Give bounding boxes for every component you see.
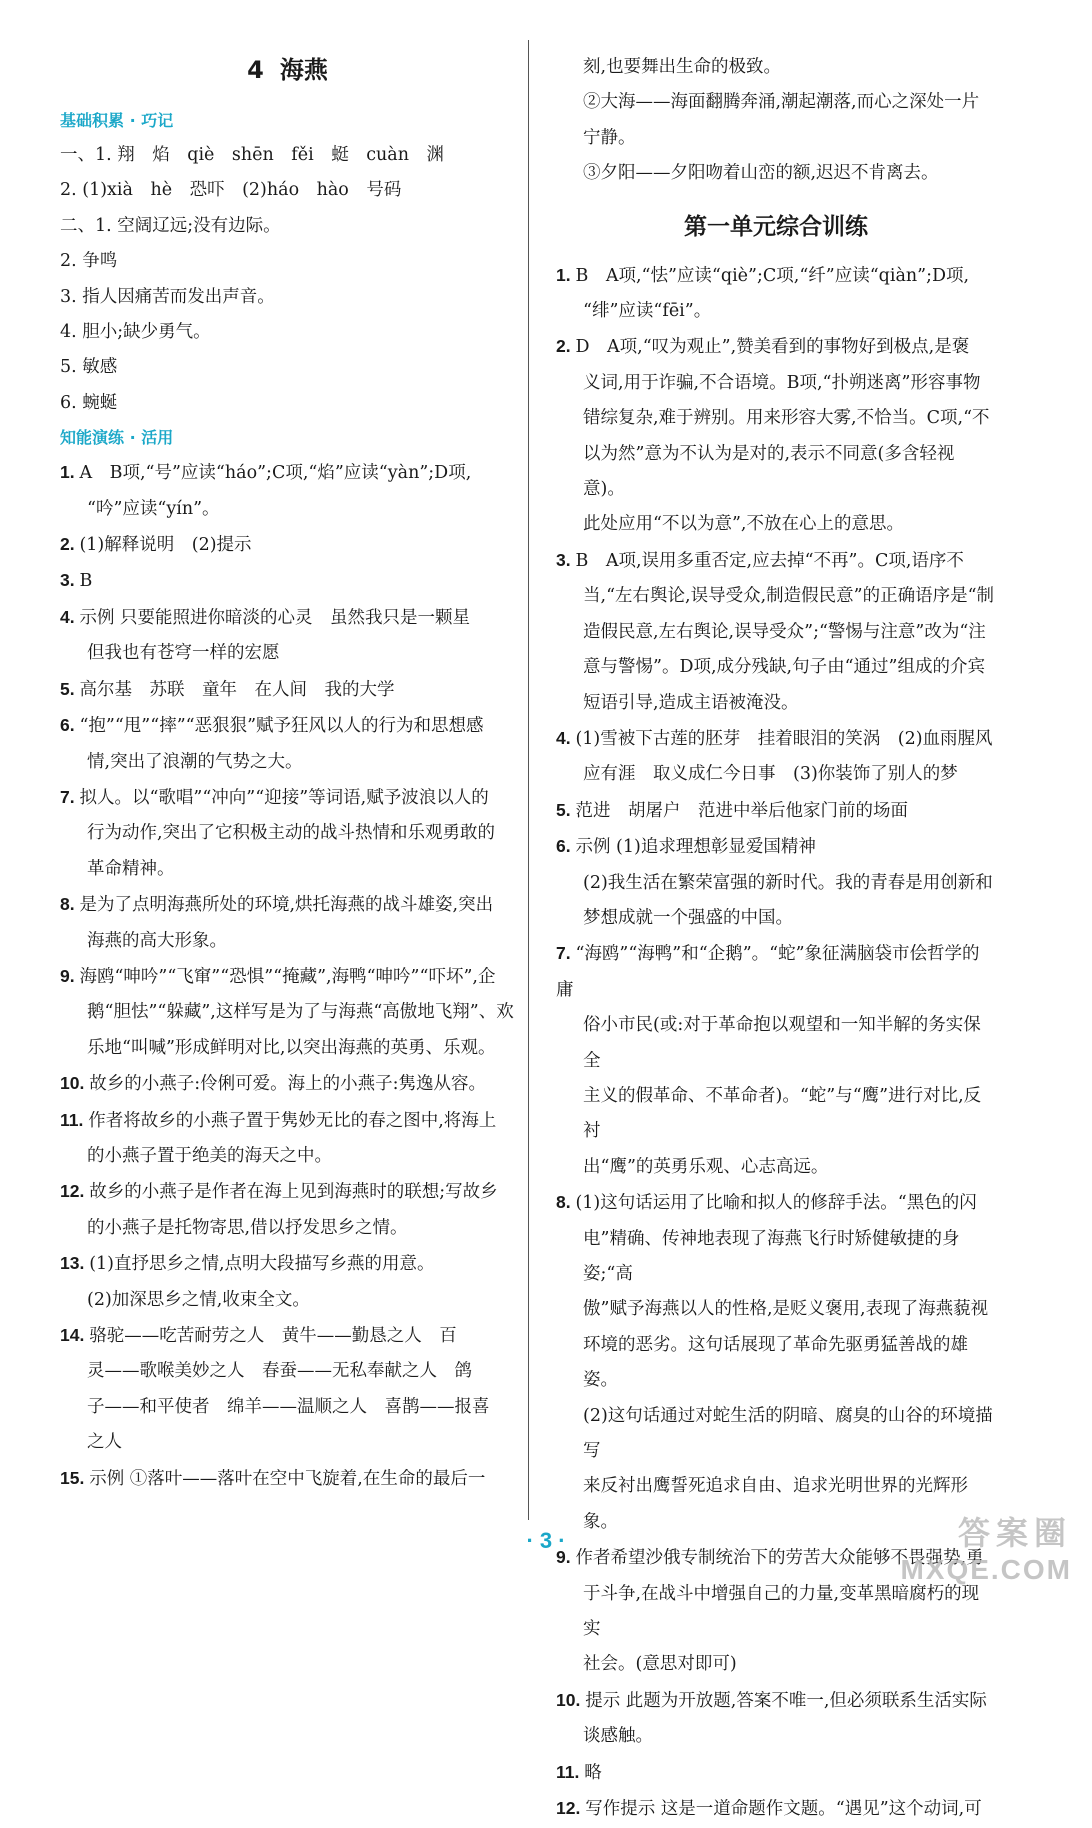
- item-text: 海燕的高大形象。: [87, 930, 227, 951]
- basic-answer-list: [60, 138, 515, 421]
- answer-line: [556, 757, 996, 792]
- left-column: [60, 48, 515, 1497]
- answer-line: 6. 蜿蜒: [60, 392, 118, 413]
- answer-item: [60, 1174, 515, 1246]
- item-number: 7.: [60, 786, 80, 807]
- answer-item: [60, 1318, 515, 1461]
- item-text: D A项,“叹为观止”,赞美看到的事物好到极点,是褒: [575, 337, 970, 358]
- item-text: 但我也有苍穹一样的宏愿: [87, 643, 280, 664]
- answer-item: [556, 1185, 996, 1540]
- answer-line: [556, 294, 996, 329]
- answer-item: [60, 563, 515, 599]
- item-text: B: [79, 571, 93, 592]
- answer-line: [556, 793, 996, 829]
- item-text: 范进 胡屠户 范进中举后他家门前的场面: [575, 800, 908, 821]
- item-text: 短语引导,造成主语被淹没。: [583, 692, 799, 713]
- answer-item: [60, 600, 515, 672]
- answer-item: [60, 887, 515, 959]
- item-number: 12.: [60, 1181, 90, 1202]
- answer-item: [60, 708, 515, 780]
- answer-line: ③夕阳——夕阳吻着山峦的额,迟迟不肯离去。: [583, 163, 939, 184]
- answer-line: [556, 258, 996, 294]
- answer-item: [60, 1103, 515, 1175]
- answer-line: [60, 1139, 515, 1174]
- item-number: 10.: [556, 1689, 586, 1710]
- answer-line: [556, 1008, 996, 1079]
- answer-item: [556, 1755, 996, 1791]
- answer-line: [60, 959, 515, 995]
- answer-line: [60, 1174, 515, 1210]
- item-text: A B项,“号”应读“háo”;C项,“焰”应读“yàn”;D项,: [79, 463, 472, 484]
- item-number: 6.: [60, 715, 80, 736]
- item-text: 的小燕子是托物寄思,借以抒发思乡之情。: [87, 1217, 408, 1238]
- item-text: 故乡的小燕子是作者在海上见到海燕时的联想;写故乡: [89, 1182, 498, 1203]
- section-basic-heading: 基础积累 · 巧记: [60, 111, 174, 130]
- item-text: 示例 ①落叶——落叶在空中飞旋着,在生命的最后一: [89, 1468, 486, 1489]
- answer-line: [556, 1399, 996, 1470]
- item-text: 拟人。以“歌唱”“冲向”“迎接”等词语,赋予波浪以人的: [79, 787, 489, 808]
- watermark: [900, 1508, 1072, 1586]
- item-number: 3.: [556, 549, 576, 570]
- item-text: 电”精确、传神地表现了海燕飞行时矫健敏捷的身姿;“高: [583, 1228, 960, 1284]
- item-text: (1)解释说明 (2)提示: [79, 535, 252, 556]
- unit-title: 第一单元综合训练: [684, 213, 868, 240]
- item-text: (1)直抒思乡之情,点明大段描写乡燕的用意。: [89, 1254, 435, 1275]
- answer-line: [60, 527, 515, 563]
- answer-line: [556, 1791, 996, 1827]
- item-number: 6.: [556, 836, 576, 857]
- item-text: B A项,“怯”应读“qiè”;C项,“纤”应读“qiàn”;D项,: [575, 265, 970, 286]
- answer-line: [60, 852, 515, 887]
- answer-line: [556, 1185, 996, 1221]
- answer-line: [60, 995, 515, 1030]
- answer-line: [60, 1211, 515, 1246]
- item-text: 高尔基 苏联 童年 在人间 我的大学: [79, 679, 395, 700]
- answer-line: [556, 829, 996, 865]
- item-text: 革命精神。: [87, 858, 175, 879]
- unit-answer-list: [556, 258, 996, 1828]
- item-text: 出“鹰”的英勇乐观、心志高远。: [583, 1156, 829, 1177]
- item-text: 写作提示 这是一道命题作文题。“遇见”这个动词,可: [585, 1799, 982, 1820]
- item-text: 是为了点明海燕所处的环境,烘托海燕的战斗雄姿,突出: [79, 895, 494, 916]
- section-skill-heading: 知能演练 · 活用: [60, 428, 174, 448]
- answer-line: [60, 708, 515, 744]
- item-text: “海鸥”“海鸭”和“企鹅”。“蛇”象征满脑袋市侩哲学的庸: [556, 944, 980, 1000]
- answer-line: [60, 636, 515, 671]
- item-text: 行为动作,突出了它积极主动的战斗热情和乐观勇敢的: [87, 823, 496, 844]
- item-number: 3.: [60, 570, 80, 591]
- answer-line: [60, 1390, 515, 1425]
- answer-line: 2. 争鸣: [60, 251, 118, 272]
- item-number: 15.: [60, 1467, 90, 1488]
- item-number: 10.: [60, 1073, 90, 1094]
- item-number: 5.: [556, 799, 576, 820]
- item-number: 1.: [60, 462, 80, 483]
- answer-line: 2. (1)xià hè 恐吓 (2)háo hào 号码: [60, 180, 402, 201]
- item-text: (2)这句话通过对蛇生活的阴暗、腐臭的山谷的环境描写: [583, 1405, 993, 1462]
- answer-line: [60, 924, 515, 959]
- item-text: “抱”“甩”“摔”“恶狠狠”赋予狂风以人的行为和思想感: [79, 716, 484, 737]
- item-text: 提示 此题为开放题,答案不唯一,但必须联系生活实际: [585, 1690, 987, 1711]
- answer-item: [60, 527, 515, 563]
- answer-line: [60, 1103, 515, 1139]
- item-text: 傲”赋予海燕以人的性格,是贬义褒用,表现了海燕藐视: [583, 1299, 989, 1320]
- item-number: 9.: [60, 965, 80, 986]
- answer-item: [556, 829, 996, 936]
- item-text: 错综复杂,难于辨别。用来形容大雾,不恰当。C项,“不: [583, 408, 990, 429]
- lesson-number: 4: [247, 56, 264, 84]
- answer-item: [556, 258, 996, 330]
- answer-item: [556, 329, 996, 542]
- answer-line: [556, 1647, 996, 1682]
- answer-line: [60, 745, 515, 780]
- answer-line: [60, 780, 515, 816]
- answer-line: [556, 1755, 996, 1791]
- continuation-lines: [556, 50, 996, 192]
- item-text: 作者希望沙俄专制统治下的劳苦大众能够不畏强势,勇: [575, 1548, 984, 1569]
- item-number: 12.: [556, 1798, 586, 1819]
- answer-line: [556, 866, 996, 901]
- item-text: 意与警惕”。D项,成分残缺,句子由“通过”组成的介宾: [583, 657, 985, 678]
- answer-line: [556, 1577, 996, 1648]
- item-text: 乐地“叫喊”形成鲜明对比,以突出海燕的英勇、乐观。: [87, 1037, 496, 1058]
- answer-line: [60, 455, 515, 491]
- lesson-title: [60, 48, 515, 92]
- answer-line: [60, 600, 515, 636]
- page-number: · 3 ·: [526, 1528, 566, 1553]
- item-number: 5.: [60, 678, 80, 699]
- answer-line: 一、1. 翔 焰 qiè shēn fěi 蜓 cuàn 渊: [60, 145, 444, 165]
- answer-item: [60, 1066, 515, 1102]
- answer-line: [60, 672, 515, 708]
- item-number: 4.: [556, 727, 576, 748]
- answer-item: [60, 672, 515, 708]
- answer-item: [60, 959, 515, 1066]
- answer-item: [556, 721, 996, 793]
- answer-line: [556, 721, 996, 757]
- item-number: 1.: [556, 264, 576, 285]
- answer-line: [556, 1150, 996, 1185]
- item-number: 13.: [60, 1253, 90, 1274]
- answer-line: [60, 1066, 515, 1102]
- answer-item: [556, 1791, 996, 1827]
- item-number: 4.: [60, 606, 80, 627]
- item-number: 2.: [60, 534, 80, 555]
- answer-line: 5. 敏感: [60, 357, 118, 378]
- item-text: 骆驼——吃苦耐劳之人 黄牛——勤恳之人 百: [89, 1326, 457, 1346]
- answer-line: [556, 936, 996, 1008]
- item-text: 略: [584, 1762, 602, 1783]
- item-text: 的小燕子置于绝美的海天之中。: [87, 1145, 332, 1166]
- item-text: 此处应用“不以为意”,不放在心上的意思。: [583, 514, 904, 535]
- answer-line: [556, 507, 996, 542]
- answer-line: [556, 437, 996, 508]
- item-number: 8.: [556, 1192, 576, 1213]
- item-text: 作者将故乡的小燕子置于隽妙无比的春之图中,将海上: [88, 1110, 497, 1131]
- item-text: (1)雪被下古莲的胚芽 挂着眼泪的笑涡 (2)血雨腥风: [575, 728, 993, 749]
- answer-line: [60, 1246, 515, 1282]
- item-text: 谈感触。: [583, 1726, 653, 1747]
- item-number: 7.: [556, 943, 576, 964]
- item-text: (2)我生活在繁荣富强的新时代。我的青春是用创新和: [583, 872, 993, 893]
- item-text: 造假民意,左右舆论,误导受众”;“警惕与注意”改为“注: [583, 621, 986, 642]
- answer-line: 4. 胆小;缺少勇气。: [60, 322, 211, 343]
- answer-line: ②大海——海面翻腾奔涌,潮起潮落,而心之深处一片: [583, 92, 980, 113]
- answer-line: 刻,也要舞出生命的极致。: [583, 57, 782, 77]
- item-text: 来反衬出鹰誓死追求自由、追求光明世界的光辉形象。: [583, 1476, 968, 1532]
- item-text: 俗小市民(或:对于革命抱以观望和一知半解的务实保全: [583, 1015, 981, 1071]
- item-text: 海鸥“呻吟”“飞窜”“恐惧”“掩藏”,海鸭“呻吟”“吓坏”,企: [79, 966, 496, 987]
- item-text: (1)这句话运用了比喻和拟人的修辞手法。“黑色的闪: [575, 1193, 977, 1214]
- item-text: 故乡的小燕子:伶俐可爱。海上的小燕子:隽逸从容。: [89, 1074, 486, 1095]
- answer-line: [556, 1079, 996, 1150]
- answer-line: [60, 1283, 515, 1318]
- answer-line: [60, 1461, 515, 1497]
- answer-line: [556, 1719, 996, 1754]
- answer-item: [60, 1246, 515, 1318]
- item-text: 之人: [87, 1432, 122, 1453]
- item-number: 8.: [60, 894, 80, 915]
- item-number: 9.: [556, 1547, 576, 1568]
- answer-item: [60, 455, 515, 527]
- item-text: “绯”应读“fēi”。: [583, 301, 712, 322]
- answer-item: [556, 793, 996, 829]
- answer-line: 3. 指人因痛苦而发出声音。: [60, 286, 275, 307]
- item-text: 鹅“胆怯”“躲藏”,这样写是为了与海燕“高傲地飞翔”、欢: [87, 1002, 514, 1023]
- item-text: 子——和平使者 绵羊——温顺之人 喜鹊——报喜: [87, 1396, 490, 1417]
- answer-line: [60, 563, 515, 599]
- answer-line: [556, 615, 996, 650]
- watermark-text: 答案圈: [957, 1515, 1072, 1551]
- answer-line: [556, 579, 996, 614]
- item-text: 梦想成就一个强盛的中国。: [583, 907, 793, 928]
- answer-line: [556, 366, 996, 401]
- answer-line: [556, 329, 996, 365]
- answer-item: [60, 780, 515, 887]
- answer-line: [60, 816, 515, 851]
- answer-line: [60, 1354, 515, 1389]
- answer-line: [60, 887, 515, 923]
- item-number: 11.: [556, 1761, 585, 1782]
- item-text: 以为然”意为不认为是对的,表示不同意(多含轻视意)。: [583, 443, 955, 500]
- answer-line: [60, 1031, 515, 1066]
- item-text: 示例 只要能照进你暗淡的心灵 虽然我只是一颗星: [79, 607, 471, 628]
- lesson-name: 海燕: [279, 56, 328, 84]
- answer-line: [556, 1683, 996, 1719]
- item-text: “吟”应读“yín”。: [87, 498, 220, 519]
- answer-line: [556, 901, 996, 936]
- item-text: (2)加深思乡之情,收束全文。: [87, 1289, 310, 1310]
- answer-line: [60, 492, 515, 527]
- answer-item: [556, 936, 996, 1185]
- watermark-url: MXQE.COM: [900, 1554, 1072, 1585]
- item-text: 于斗争,在战斗中增强自己的力量,变革黑暗腐朽的现实: [583, 1583, 980, 1640]
- item-text: 环境的恶劣。这句话展现了革命先驱勇猛善战的雄姿。: [583, 1334, 968, 1391]
- item-number: 11.: [60, 1109, 89, 1130]
- answer-line: [556, 543, 996, 579]
- item-text: 应有涯 取义成仁今日事 (3)你装饰了别人的梦: [583, 764, 958, 785]
- answer-line: [556, 686, 996, 721]
- item-text: 主义的假革命、不革命者)。“蛇”与“鹰”进行对比,反衬: [583, 1085, 982, 1142]
- item-text: 社会。(意思对即可): [583, 1654, 737, 1675]
- column-divider: [528, 40, 529, 1520]
- answer-line: [556, 1292, 996, 1327]
- item-text: B A项,误用多重否定,应去掉“不再”。C项,语序不: [575, 550, 964, 571]
- item-number: 14.: [60, 1325, 90, 1345]
- answer-line: 宁静。: [583, 127, 636, 148]
- answer-item: [556, 1683, 996, 1755]
- answer-line: [556, 1328, 996, 1399]
- item-text: 示例 (1)追求理想彰显爱国精神: [575, 837, 816, 858]
- answer-line: [556, 1222, 996, 1293]
- item-text: 义词,用于诈骗,不合语境。B项,“扑朔迷离”形容事物: [583, 372, 981, 393]
- answer-line: [556, 401, 996, 436]
- answer-item: [60, 1461, 515, 1497]
- answer-line: [60, 1318, 515, 1354]
- item-number: 2.: [556, 336, 576, 357]
- answer-line: [556, 650, 996, 685]
- skill-answer-list: [60, 455, 515, 1497]
- item-text: 灵——歌喉美妙之人 春蚕——无私奉献之人 鸽: [87, 1361, 472, 1382]
- answer-line: [60, 1425, 515, 1460]
- item-text: 情,突出了浪潮的气势之大。: [87, 751, 303, 772]
- answer-line: 二、1. 空阔辽远;没有边际。: [60, 215, 281, 236]
- item-text: 当,“左右舆论,误导受众,制造假民意”的正确语序是“制: [583, 586, 995, 607]
- answer-item: [556, 543, 996, 721]
